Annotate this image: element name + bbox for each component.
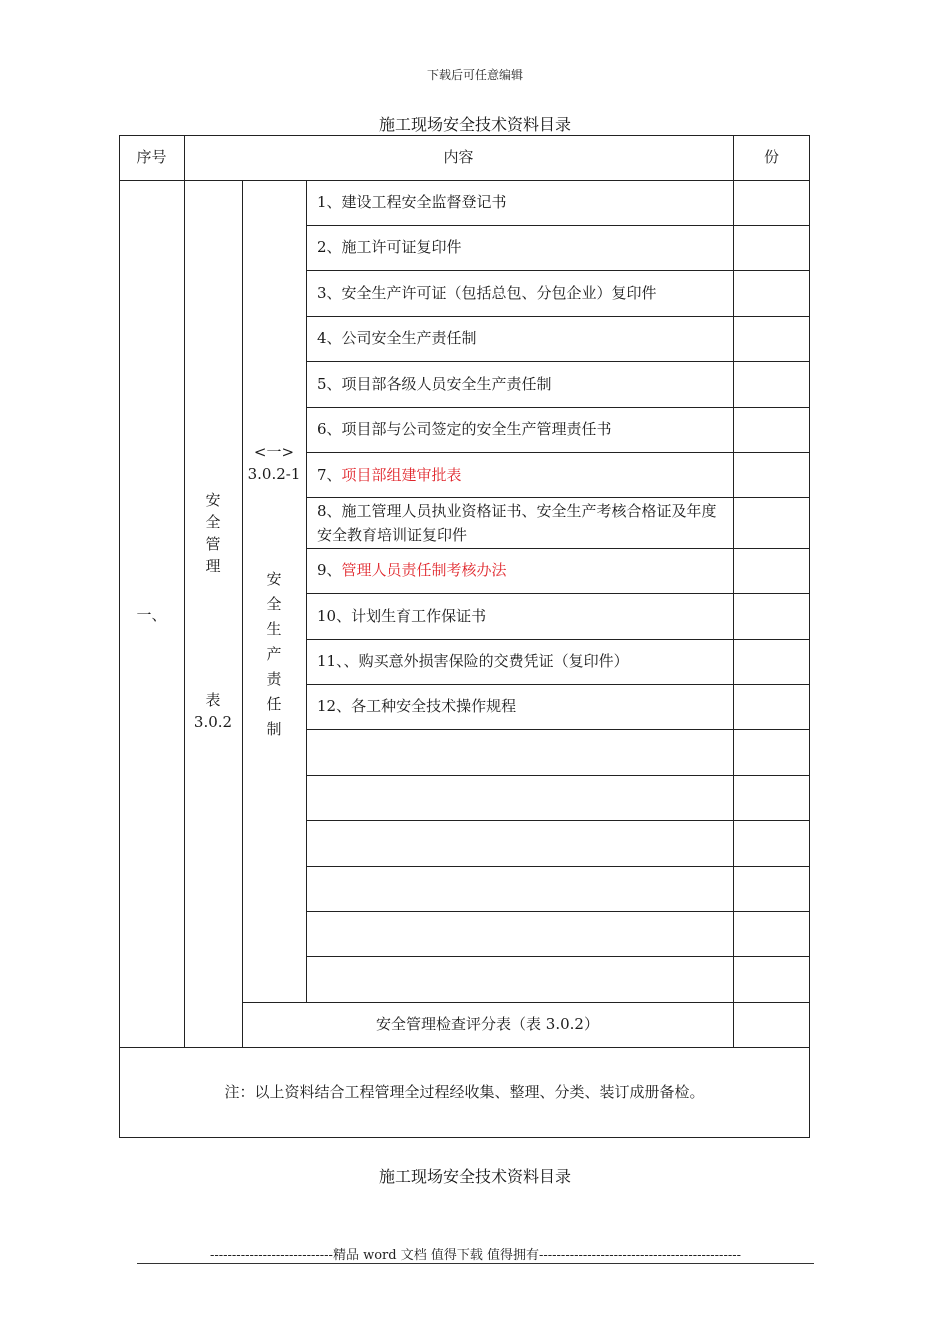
- list-item: 1、建设工程安全监督登记书: [317, 193, 507, 211]
- subcategory-char: 生: [266, 620, 282, 638]
- header-content: 内容: [443, 148, 474, 166]
- list-item-highlighted: [317, 559, 729, 580]
- category-char: 安: [205, 491, 221, 509]
- subcategory-char: 安: [266, 570, 282, 588]
- header-note: 下载后可任意编辑: [426, 68, 523, 82]
- row-line: [306, 684, 810, 685]
- second-title: 施工现场安全技术资料目录: [378, 1167, 571, 1186]
- row-line: [306, 956, 810, 957]
- subcategory-char: 产: [266, 645, 282, 663]
- subcategory-ref: [242, 441, 306, 485]
- item-highlighted-text: 项目部组建审批表: [341, 466, 462, 484]
- category-char: 全: [205, 513, 221, 531]
- row-line: [306, 361, 810, 362]
- subcategory-char: 责: [266, 670, 282, 688]
- list-item: 12、各工种安全技术操作规程: [317, 697, 517, 715]
- col-divider-subcategory: [306, 180, 307, 1002]
- list-item-highlighted: [317, 464, 729, 485]
- item-prefix: 9、: [317, 561, 342, 579]
- subcategory-label: [242, 567, 306, 742]
- subcategory-char: 全: [266, 595, 282, 613]
- item-prefix: 7、: [317, 466, 342, 484]
- category-label: [184, 489, 242, 577]
- row-line: [306, 497, 810, 498]
- list-item: 11、、购买意外损害保险的交费凭证（复印件）: [317, 652, 629, 670]
- row-line: [306, 407, 810, 408]
- item-highlighted-text: 管理人员责任制考核办法: [341, 561, 507, 579]
- header-seq: 序号: [136, 148, 167, 166]
- table-note: 注：以上资料结合工程管理全过程经收集、整理、分类、装订成册备检。: [224, 1083, 705, 1101]
- list-item: 4、公司安全生产责任制: [317, 329, 477, 347]
- row-line: [306, 729, 810, 730]
- footer-banner: ----------------------------精品 word 文档 值得下载 值得拥有----------------------------------------------: [209, 1248, 742, 1263]
- row-line: [306, 270, 810, 271]
- category-table-word: 表: [205, 691, 221, 709]
- subcategory-ref-number: 3.0.2-1: [247, 465, 301, 483]
- list-item: 3、安全生产许可证（包括总包、分包企业）复印件: [317, 284, 657, 302]
- list-item: 2、施工许可证复印件: [317, 238, 462, 256]
- row-line: [306, 548, 810, 549]
- header-copies: 份: [763, 148, 779, 166]
- category-char: 管: [205, 535, 221, 553]
- table-border-right: [809, 135, 810, 1138]
- list-item: 8、施工管理人员执业资格证书、安全生产考核合格证及年度安全教育培训证复印件: [317, 502, 717, 544]
- catalog-table: [119, 135, 810, 1138]
- summary-row-text: 安全管理检查评分表（表 3.0.2）: [376, 1015, 599, 1033]
- list-item: 10、计划生育工作保证书: [317, 607, 487, 625]
- list-item: 5、项目部各级人员安全生产责任制: [317, 375, 552, 393]
- row-line: [306, 225, 810, 226]
- category-table-number: 3.0.2: [193, 713, 233, 731]
- row-line: [306, 775, 810, 776]
- col-divider-seq: [184, 135, 185, 1048]
- row-line: [306, 911, 810, 912]
- category-table-ref: [184, 689, 242, 733]
- footer-rule: [137, 1263, 814, 1264]
- row-line: [306, 452, 810, 453]
- subcategory-char: 任: [266, 695, 282, 713]
- table-border-bottom: [119, 1137, 810, 1138]
- row-line: [306, 820, 810, 821]
- row-line: [306, 866, 810, 867]
- header-divider: [119, 180, 810, 181]
- table-border-left: [119, 135, 120, 1138]
- note-row-line: [119, 1047, 810, 1048]
- category-char: 理: [205, 557, 221, 575]
- section-number: 一、: [136, 606, 167, 624]
- subcategory-char: 制: [266, 720, 282, 738]
- document-title: 施工现场安全技术资料目录: [378, 115, 571, 134]
- row-line: [306, 593, 810, 594]
- row-line: [306, 639, 810, 640]
- table-border-top: [119, 135, 810, 136]
- list-item: 6、项目部与公司签定的安全生产管理责任书: [317, 420, 612, 438]
- summary-row-line: [242, 1002, 810, 1003]
- subcategory-ref-tag: <一>: [253, 443, 295, 461]
- row-line: [306, 316, 810, 317]
